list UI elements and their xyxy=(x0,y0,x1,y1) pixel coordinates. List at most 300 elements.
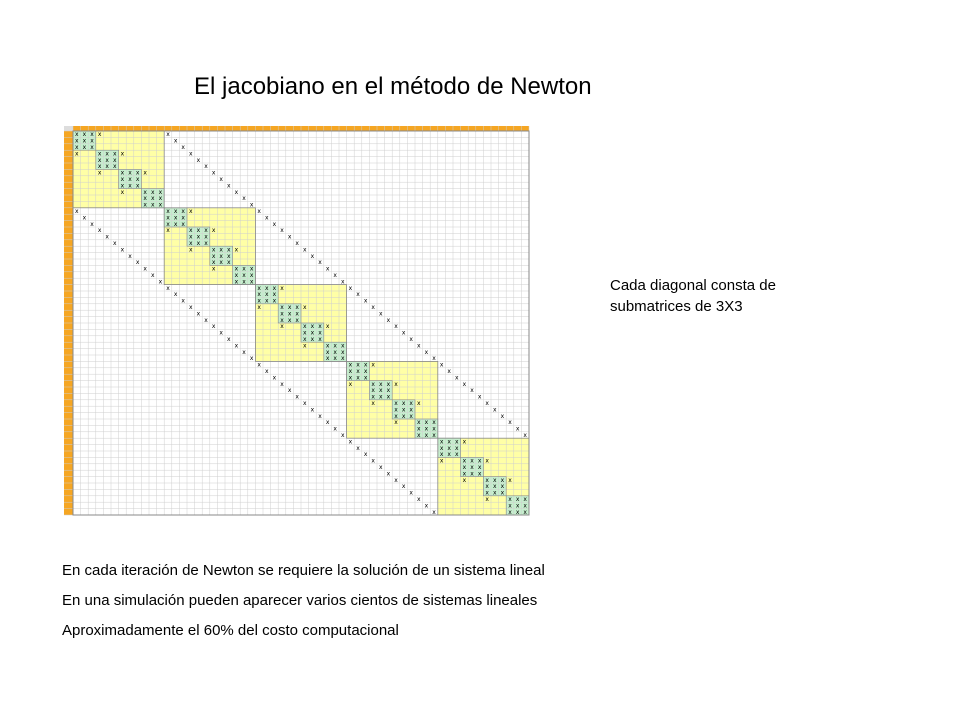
matrix-entry: x xyxy=(211,169,216,177)
matrix-entry: x xyxy=(348,361,353,369)
matrix-entry: x xyxy=(341,355,345,363)
matrix-entry: x xyxy=(219,176,223,183)
matrix-entry: x xyxy=(113,156,117,164)
matrix-entry: x xyxy=(272,220,277,228)
matrix-entry: x xyxy=(417,432,421,439)
matrix-entry: x xyxy=(523,496,527,503)
matrix-entry: x xyxy=(500,483,505,491)
matrix-entry: x xyxy=(189,208,193,215)
matrix-entry: x xyxy=(143,188,147,196)
matrix-entry: x xyxy=(75,150,79,158)
matrix-entry: x xyxy=(318,412,322,420)
matrix-entry: x xyxy=(128,182,132,190)
matrix-entry: x xyxy=(439,444,444,452)
matrix-entry: x xyxy=(128,169,132,177)
matrix-entry: x xyxy=(394,406,398,414)
matrix-entry: x xyxy=(447,451,451,459)
matrix-entry: x xyxy=(508,508,512,516)
matrix-entry: x xyxy=(257,291,261,299)
matrix-entry: x xyxy=(500,489,505,497)
matrix-entry: x xyxy=(462,464,467,471)
matrix-entry: x xyxy=(363,297,368,305)
matrix-entry: x xyxy=(90,137,94,145)
matrix-entry: x xyxy=(447,444,451,452)
matrix-entry: x xyxy=(135,169,140,177)
matrix-entry: x xyxy=(462,380,467,388)
matrix-entry: x xyxy=(166,214,170,222)
matrix-entry: x xyxy=(97,131,102,139)
matrix-entry: x xyxy=(394,419,398,427)
matrix-entry: x xyxy=(493,476,497,484)
matrix-entry: x xyxy=(356,361,360,369)
matrix-entry: x xyxy=(477,464,482,471)
matrix-entry: x xyxy=(333,272,337,279)
matrix-entry: x xyxy=(447,438,451,446)
matrix-entry: x xyxy=(227,259,231,267)
matrix-entry: x xyxy=(379,387,383,395)
matrix-entry: x xyxy=(280,323,284,331)
matrix-entry: x xyxy=(242,265,246,273)
matrix-entry: x xyxy=(500,412,505,420)
matrix-entry: x xyxy=(295,310,299,318)
matrix-entry: x xyxy=(333,355,337,363)
matrix-entry: x xyxy=(341,348,345,356)
matrix-entry: x xyxy=(401,483,406,491)
matrix-entry: x xyxy=(287,310,292,318)
matrix-entry: x xyxy=(105,150,109,158)
matrix-entry: x xyxy=(204,163,208,171)
matrix-entry: x xyxy=(333,425,337,433)
jacobian-matrix-svg xyxy=(64,126,526,516)
matrix-entry: x xyxy=(424,419,429,427)
matrix-entry: x xyxy=(189,150,193,158)
matrix-entry: x xyxy=(394,323,398,331)
matrix-entry: x xyxy=(348,374,353,382)
matrix-entry: x xyxy=(432,355,436,363)
matrix-entry: x xyxy=(128,252,132,260)
matrix-entry: x xyxy=(455,451,459,459)
matrix-entry: x xyxy=(470,470,474,478)
matrix-entry: x xyxy=(401,329,406,337)
matrix-entry: x xyxy=(523,508,527,516)
matrix-entry: x xyxy=(120,182,125,190)
matrix-entry: x xyxy=(173,214,178,222)
matrix-entry: x xyxy=(234,342,239,350)
matrix-entry: x xyxy=(158,188,163,196)
matrix-entry: x xyxy=(508,496,512,503)
matrix-entry: x xyxy=(455,438,459,446)
matrix-entry: x xyxy=(196,156,201,164)
matrix-entry: x xyxy=(439,438,444,446)
matrix-entry: x xyxy=(508,476,512,484)
matrix-entry: x xyxy=(287,233,292,241)
matrix-entry: x xyxy=(113,240,117,247)
matrix-entry: x xyxy=(105,163,109,171)
matrix-entry: x xyxy=(341,278,345,286)
matrix-entry: x xyxy=(120,169,125,177)
matrix-entry: x xyxy=(196,240,201,247)
matrix-entry: x xyxy=(135,259,140,267)
matrix-entry: x xyxy=(189,304,193,311)
matrix-entry: x xyxy=(310,252,315,260)
matrix-entry: x xyxy=(181,208,185,215)
matrix-entry: x xyxy=(234,272,239,279)
matrix-entry: x xyxy=(508,502,512,510)
matrix-entry: x xyxy=(515,508,520,516)
matrix-entry: x xyxy=(219,329,223,337)
matrix-entry: x xyxy=(371,304,375,311)
matrix-entry: x xyxy=(371,380,375,388)
matrix-entry: x xyxy=(325,265,330,273)
matrix-entry: x xyxy=(417,496,421,503)
matrix-entry: x xyxy=(249,355,254,363)
matrix-entry: x xyxy=(97,163,102,171)
matrix-entry: x xyxy=(287,316,292,324)
side-note-line-2: submatrices de 3X3 xyxy=(610,298,743,315)
matrix-entry: x xyxy=(379,464,383,471)
matrix-entry: x xyxy=(196,233,201,241)
matrix-entry: x xyxy=(257,208,261,215)
matrix-entry: x xyxy=(82,131,87,139)
matrix-entry: x xyxy=(105,156,109,164)
matrix-entry: x xyxy=(341,432,345,439)
matrix-entry: x xyxy=(394,400,398,407)
matrix-entry: x xyxy=(280,304,284,311)
matrix-entry: x xyxy=(318,336,322,343)
matrix-entry: x xyxy=(158,195,163,203)
matrix-entry: x xyxy=(120,150,125,158)
matrix-entry: x xyxy=(371,393,375,401)
matrix-entry: x xyxy=(196,227,201,235)
matrix-entry: x xyxy=(90,144,94,151)
matrix-entry: x xyxy=(219,259,223,267)
bullet-item-2: En una simulación pueden aparecer varios cientos de sistemas lineales xyxy=(62,592,538,609)
matrix-entry: x xyxy=(303,323,307,331)
matrix-entry: x xyxy=(477,393,482,401)
matrix-entry: x xyxy=(166,208,170,215)
matrix-entry: x xyxy=(515,502,520,510)
matrix-entry: x xyxy=(257,284,261,292)
matrix-entry: x xyxy=(173,208,178,215)
matrix-entry: x xyxy=(310,323,315,331)
matrix-entry: x xyxy=(310,406,315,414)
matrix-entry: x xyxy=(249,278,254,286)
matrix-entry: x xyxy=(424,425,429,433)
matrix-entry: x xyxy=(417,425,421,433)
matrix-entry: x xyxy=(204,233,208,241)
matrix-entry: x xyxy=(120,246,125,254)
matrix-entry: x xyxy=(272,374,277,382)
bullet-list xyxy=(62,562,545,652)
matrix-entry: x xyxy=(424,432,429,439)
matrix-entry: x xyxy=(265,291,269,299)
matrix-entry: x xyxy=(325,419,330,427)
matrix-entry: x xyxy=(166,284,170,292)
matrix-entry: x xyxy=(120,188,125,196)
matrix-entry: x xyxy=(386,316,391,324)
matrix-entry: x xyxy=(90,131,94,139)
matrix-entry: x xyxy=(424,348,429,356)
matrix-entry: x xyxy=(211,259,216,267)
matrix-entry: x xyxy=(348,368,353,375)
matrix-entry: x xyxy=(417,342,421,350)
matrix-entry: x xyxy=(75,131,79,139)
matrix-entry: x xyxy=(151,188,155,196)
matrix-entry: x xyxy=(295,316,299,324)
matrix-entry: x xyxy=(242,278,246,286)
matrix-entry: x xyxy=(113,150,117,158)
matrix-entry: x xyxy=(303,304,307,311)
matrix-entry: x xyxy=(356,291,360,299)
matrix-entry: x xyxy=(303,336,307,343)
matrix-entry: x xyxy=(242,348,246,356)
matrix-entry: x xyxy=(348,438,353,446)
matrix-entry: x xyxy=(227,336,231,343)
matrix-entry: x xyxy=(447,368,451,375)
matrix-entry: x xyxy=(417,419,421,427)
matrix-entry: x xyxy=(181,297,185,305)
matrix-entry: x xyxy=(432,432,436,439)
matrix-entry: x xyxy=(151,195,155,203)
matrix-entry: x xyxy=(257,361,261,369)
matrix-entry: x xyxy=(493,489,497,497)
matrix-entry: x xyxy=(401,400,406,407)
matrix-entry: x xyxy=(363,451,368,459)
matrix-entry: x xyxy=(135,176,140,183)
matrix-entry: x xyxy=(462,470,467,478)
matrix-entry: x xyxy=(189,233,193,241)
matrix-entry: x xyxy=(249,272,254,279)
matrix-entry: x xyxy=(295,393,299,401)
matrix-entry: x xyxy=(143,265,147,273)
matrix-entry: x xyxy=(310,329,315,337)
matrix-entry: x xyxy=(386,470,391,478)
matrix-entry: x xyxy=(249,265,254,273)
matrix-entry: x xyxy=(401,406,406,414)
matrix-entry: x xyxy=(515,496,520,503)
matrix-entry: x xyxy=(280,284,284,292)
matrix-entry: x xyxy=(356,374,360,382)
matrix-entry: x xyxy=(295,240,299,247)
matrix-entry: x xyxy=(181,214,185,222)
matrix-entry: x xyxy=(409,336,413,343)
matrix-entry: x xyxy=(341,342,345,350)
matrix-entry: x xyxy=(135,182,140,190)
matrix-entry: x xyxy=(265,214,269,222)
matrix-entry: x xyxy=(272,291,277,299)
matrix-entry: x xyxy=(280,310,284,318)
matrix-entry: x xyxy=(409,412,413,420)
matrix-entry: x xyxy=(363,374,368,382)
matrix-entry: x xyxy=(97,227,102,235)
matrix-entry: x xyxy=(386,387,391,395)
matrix-entry: x xyxy=(439,361,444,369)
matrix-entry: x xyxy=(227,182,231,190)
matrix-entry: x xyxy=(470,387,474,395)
jacobian-matrix-figure xyxy=(64,126,526,516)
matrix-entry: x xyxy=(113,163,117,171)
matrix-entry: x xyxy=(325,348,330,356)
matrix-entry: x xyxy=(325,342,330,350)
matrix-entry: x xyxy=(439,457,444,465)
matrix-entry: x xyxy=(272,284,277,292)
matrix-entry: x xyxy=(409,406,413,414)
matrix-entry: x xyxy=(234,278,239,286)
matrix-entry: x xyxy=(75,208,79,215)
matrix-entry: x xyxy=(189,246,193,254)
matrix-entry: x xyxy=(485,496,489,503)
matrix-entry: x xyxy=(356,444,360,452)
matrix-entry: x xyxy=(371,400,375,407)
matrix-entry: x xyxy=(432,508,436,516)
matrix-entry: x xyxy=(371,361,375,369)
matrix-entry: x xyxy=(424,502,429,510)
bullet-item-3: Aproximadamente el 60% del costo computacional xyxy=(62,622,399,639)
slide-title: El jacobiano en el método de Newton xyxy=(194,73,592,100)
matrix-entry: x xyxy=(234,246,239,254)
matrix-entry: x xyxy=(363,361,368,369)
matrix-entry: x xyxy=(379,393,383,401)
matrix-entry: x xyxy=(432,425,436,433)
matrix-entry: x xyxy=(295,304,299,311)
matrix-entry: x xyxy=(394,380,398,388)
matrix-entry: x xyxy=(363,368,368,375)
matrix-entry: x xyxy=(333,348,337,356)
matrix-entry: x xyxy=(242,272,246,279)
matrix-entry: x xyxy=(394,476,398,484)
matrix-entry: x xyxy=(485,476,489,484)
matrix-entry: x xyxy=(265,284,269,292)
matrix-entry: x xyxy=(234,265,239,273)
matrix-entry: x xyxy=(166,227,170,235)
matrix-entry: x xyxy=(211,246,216,254)
matrix-entry: x xyxy=(90,220,94,228)
matrix-entry: x xyxy=(379,380,383,388)
matrix-entry: x xyxy=(249,201,254,209)
matrix-entry: x xyxy=(348,380,353,388)
matrix-entry: x xyxy=(272,297,277,305)
matrix-entry: x xyxy=(348,284,353,292)
matrix-entry: x xyxy=(105,233,109,241)
matrix-entry: x xyxy=(265,368,269,375)
matrix-entry: x xyxy=(523,432,527,439)
matrix-entry: x xyxy=(75,137,79,145)
matrix-entry: x xyxy=(508,419,512,427)
matrix-entry: x xyxy=(280,380,284,388)
matrix-entry: x xyxy=(189,240,193,247)
side-note xyxy=(610,275,776,317)
matrix-entry: x xyxy=(143,195,147,203)
matrix-entry: x xyxy=(97,156,102,164)
matrix-entry: x xyxy=(242,195,246,203)
matrix-entry: x xyxy=(470,457,474,465)
matrix-entry: x xyxy=(409,489,413,497)
matrix-entry: x xyxy=(189,227,193,235)
matrix-entry: x xyxy=(325,323,330,331)
bullet-item-1: En cada iteración de Newton se requiere la solución de un sistema lineal xyxy=(62,562,545,579)
matrix-entry: x xyxy=(462,457,467,465)
matrix-entry: x xyxy=(181,220,185,228)
matrix-entry: x xyxy=(462,438,467,446)
matrix-entry: x xyxy=(462,476,467,484)
matrix-entry: x xyxy=(371,387,375,395)
matrix-entry: x xyxy=(379,310,383,318)
matrix-entry: x xyxy=(477,457,482,465)
matrix-entry: x xyxy=(75,144,79,151)
matrix-entry: x xyxy=(455,374,459,382)
matrix-entry: x xyxy=(280,316,284,324)
side-note-line-1: Cada diagonal consta de xyxy=(610,277,776,294)
matrix-entry: x xyxy=(318,259,322,267)
matrix-entry: x xyxy=(204,227,208,235)
matrix-entry: x xyxy=(500,476,505,484)
matrix-entry: x xyxy=(485,400,489,407)
matrix-entry: x xyxy=(219,252,223,260)
matrix-entry: x xyxy=(470,464,474,471)
matrix-entry: x xyxy=(386,380,391,388)
matrix-entry: x xyxy=(82,214,87,222)
matrix-entry: x xyxy=(211,265,216,273)
matrix-entry: x xyxy=(318,323,322,331)
matrix-entry: x xyxy=(143,201,147,209)
matrix-entry: x xyxy=(303,400,307,407)
matrix-entry: x xyxy=(120,176,125,183)
matrix-entry: x xyxy=(493,483,497,491)
matrix-entry: x xyxy=(173,291,178,299)
matrix-entry: x xyxy=(181,144,185,151)
matrix-entry: x xyxy=(485,489,489,497)
matrix-entry: x xyxy=(333,342,337,350)
matrix-entry: x xyxy=(196,310,201,318)
matrix-entry: x xyxy=(409,400,413,407)
matrix-entry: x xyxy=(303,342,307,350)
matrix-entry: x xyxy=(485,457,489,465)
matrix-entry: x xyxy=(211,323,216,331)
matrix-entry: x xyxy=(455,444,459,452)
matrix-entry: x xyxy=(166,220,170,228)
matrix-entry: x xyxy=(515,425,520,433)
matrix-entry: x xyxy=(173,137,178,145)
matrix-entry: x xyxy=(303,246,307,254)
matrix-entry: x xyxy=(211,252,216,260)
matrix-entry: x xyxy=(287,304,292,311)
matrix-entry: x xyxy=(432,419,436,427)
matrix-entry: x xyxy=(287,387,292,395)
matrix-entry: x xyxy=(234,188,239,196)
matrix-entry: x xyxy=(280,227,284,235)
matrix-entry: x xyxy=(485,483,489,491)
matrix-entry: x xyxy=(82,144,87,151)
matrix-entry: x xyxy=(82,137,87,145)
matrix-entry: x xyxy=(325,355,330,363)
matrix-entry: x xyxy=(265,297,269,305)
matrix-entry: x xyxy=(417,400,421,407)
matrix-entry: x xyxy=(227,246,231,254)
matrix-entry: x xyxy=(143,169,147,177)
matrix-entry: x xyxy=(151,201,155,209)
matrix-entry: x xyxy=(303,329,307,337)
matrix-entry: x xyxy=(310,336,315,343)
matrix-entry: x xyxy=(97,150,102,158)
matrix-entry: x xyxy=(97,169,102,177)
matrix-entry: x xyxy=(257,304,261,311)
matrix-entry: x xyxy=(356,368,360,375)
matrix-entry: x xyxy=(371,457,375,465)
matrix-entry: x xyxy=(394,412,398,420)
matrix-entry: x xyxy=(493,406,497,414)
matrix-entry: x xyxy=(158,278,163,286)
matrix-entry: x xyxy=(211,227,216,235)
